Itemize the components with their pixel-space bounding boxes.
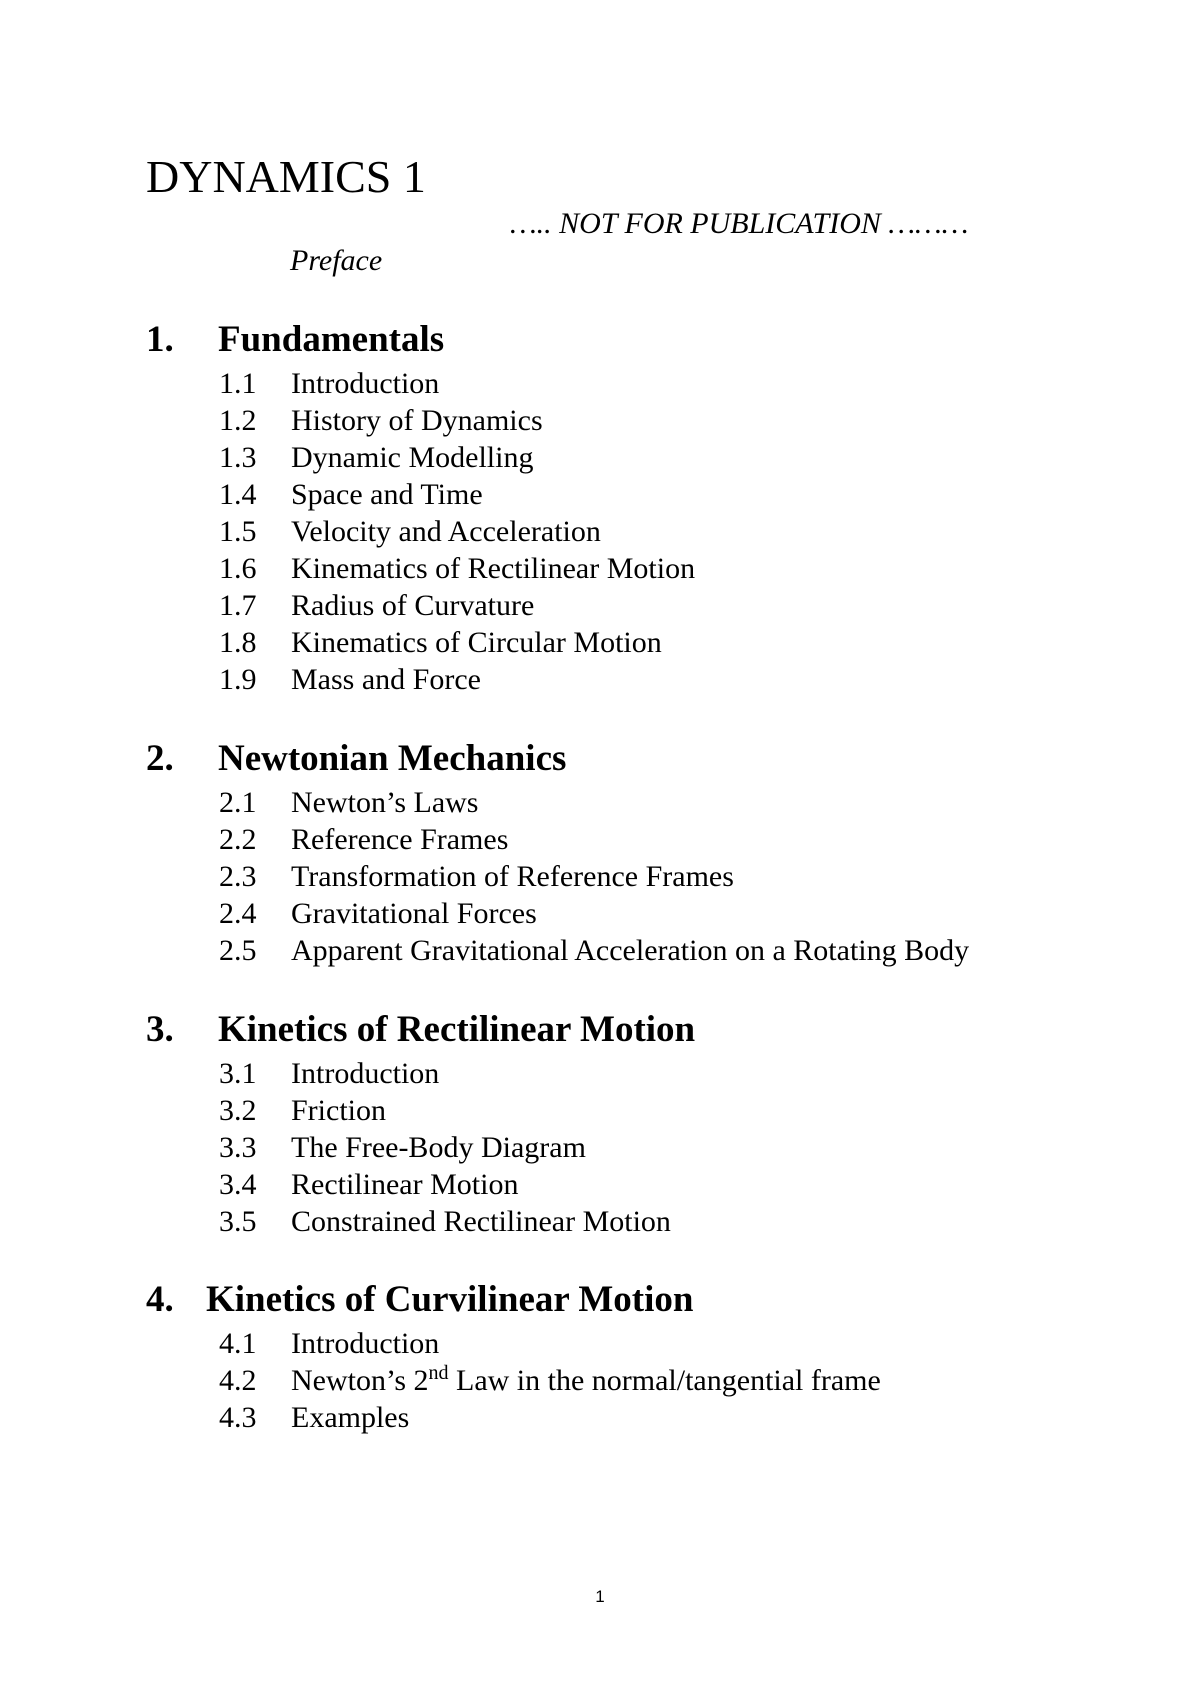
section-item <box>219 821 969 858</box>
chapter-title: Kinetics of Curvilinear Motion <box>206 1279 694 1320</box>
section-item <box>219 1092 671 1129</box>
section-title: Rectilinear Motion <box>291 1168 519 1201</box>
chapter-number: 2. <box>146 738 174 779</box>
section-item <box>219 895 969 932</box>
section-item <box>219 1055 671 1092</box>
chapter-title: Fundamentals <box>218 319 445 360</box>
section-title: Dynamic Modelling <box>291 441 534 474</box>
section-title: Reference Frames <box>291 823 509 856</box>
section-number: 3.5 <box>219 1205 257 1238</box>
chapter-title: Kinetics of Rectilinear Motion <box>218 1009 696 1050</box>
document-title: DYNAMICS 1 <box>146 151 426 202</box>
section-title: Space and Time <box>291 478 483 511</box>
section-number: 1.8 <box>219 626 257 659</box>
chapter-number: 1. <box>146 319 174 360</box>
section-title-text: Law in the normal/tangential frame <box>448 1364 881 1397</box>
section-number: 1.6 <box>219 552 257 585</box>
section-number: 3.2 <box>219 1094 257 1127</box>
section-title: Velocity and Acceleration <box>291 515 601 548</box>
section-item <box>219 439 695 476</box>
section-title: Introduction <box>291 1327 440 1360</box>
preface-label: Preface <box>290 244 383 277</box>
page-number: 1 <box>595 1587 605 1606</box>
section-number: 3.3 <box>219 1131 257 1164</box>
section-title <box>291 1364 881 1397</box>
section-number: 4.3 <box>219 1401 257 1434</box>
section-number: 1.5 <box>219 515 257 548</box>
section-item <box>219 661 695 698</box>
section-title: Kinematics of Rectilinear Motion <box>291 552 696 585</box>
section-item <box>219 513 695 550</box>
section-number: 2.3 <box>219 860 257 893</box>
section-title: Radius of Curvature <box>291 589 535 622</box>
section-title: Apparent Gravitational Acceleration on a Rotating Body <box>291 934 970 967</box>
section-item <box>219 402 695 439</box>
section-item <box>219 1166 671 1203</box>
section-item <box>219 476 695 513</box>
section-item <box>219 858 969 895</box>
section-title: Newton’s Laws <box>291 786 479 819</box>
section-title: Mass and Force <box>291 663 481 696</box>
section-number: 1.2 <box>219 404 257 437</box>
chapter-title: Newtonian Mechanics <box>218 738 567 779</box>
section-list-chapter-4 <box>219 1325 881 1436</box>
section-number: 1.4 <box>219 478 257 511</box>
section-item <box>219 1325 881 1362</box>
section-number: 2.1 <box>219 786 257 819</box>
section-number: 2.5 <box>219 934 257 967</box>
chapter-heading-1 <box>146 318 444 362</box>
section-item <box>219 587 695 624</box>
section-title: Introduction <box>291 1057 440 1090</box>
section-item <box>219 784 969 821</box>
not-for-publication-notice: ….. NOT FOR PUBLICATION ……… <box>510 207 969 240</box>
section-title-text: Newton’s 2 <box>291 1364 429 1397</box>
section-number: 2.4 <box>219 897 257 930</box>
section-number: 1.7 <box>219 589 257 622</box>
section-item <box>219 1203 671 1240</box>
chapter-heading-3 <box>146 1008 695 1052</box>
section-item <box>219 1362 881 1399</box>
section-title: Introduction <box>291 367 440 400</box>
section-title: Kinematics of Circular Motion <box>291 626 662 659</box>
section-number: 3.1 <box>219 1057 257 1090</box>
section-number: 2.2 <box>219 823 257 856</box>
section-item <box>219 624 695 661</box>
section-list-chapter-2 <box>219 784 969 969</box>
section-item <box>219 1129 671 1166</box>
section-item <box>219 550 695 587</box>
section-title: History of Dynamics <box>291 404 543 437</box>
section-title: Transformation of Reference Frames <box>291 860 734 893</box>
section-number: 3.4 <box>219 1168 257 1201</box>
section-title: Gravitational Forces <box>291 897 537 930</box>
section-item <box>219 1399 881 1436</box>
section-number: 4.2 <box>219 1364 257 1397</box>
ordinal-superscript: nd <box>428 1362 449 1384</box>
section-number: 4.1 <box>219 1327 257 1360</box>
section-list-chapter-1 <box>219 365 695 698</box>
section-title: Friction <box>291 1094 386 1127</box>
section-title: The Free-Body Diagram <box>291 1131 586 1164</box>
section-item <box>219 932 969 969</box>
chapter-number: 4. <box>146 1279 174 1320</box>
section-item <box>219 365 695 402</box>
section-title: Examples <box>291 1401 410 1434</box>
section-list-chapter-3 <box>219 1055 671 1240</box>
section-title: Constrained Rectilinear Motion <box>291 1205 671 1238</box>
section-number: 1.1 <box>219 367 257 400</box>
section-number: 1.3 <box>219 441 257 474</box>
chapter-heading-4 <box>146 1278 693 1322</box>
section-number: 1.9 <box>219 663 257 696</box>
chapter-heading-2 <box>146 737 566 781</box>
chapter-number: 3. <box>146 1009 174 1050</box>
